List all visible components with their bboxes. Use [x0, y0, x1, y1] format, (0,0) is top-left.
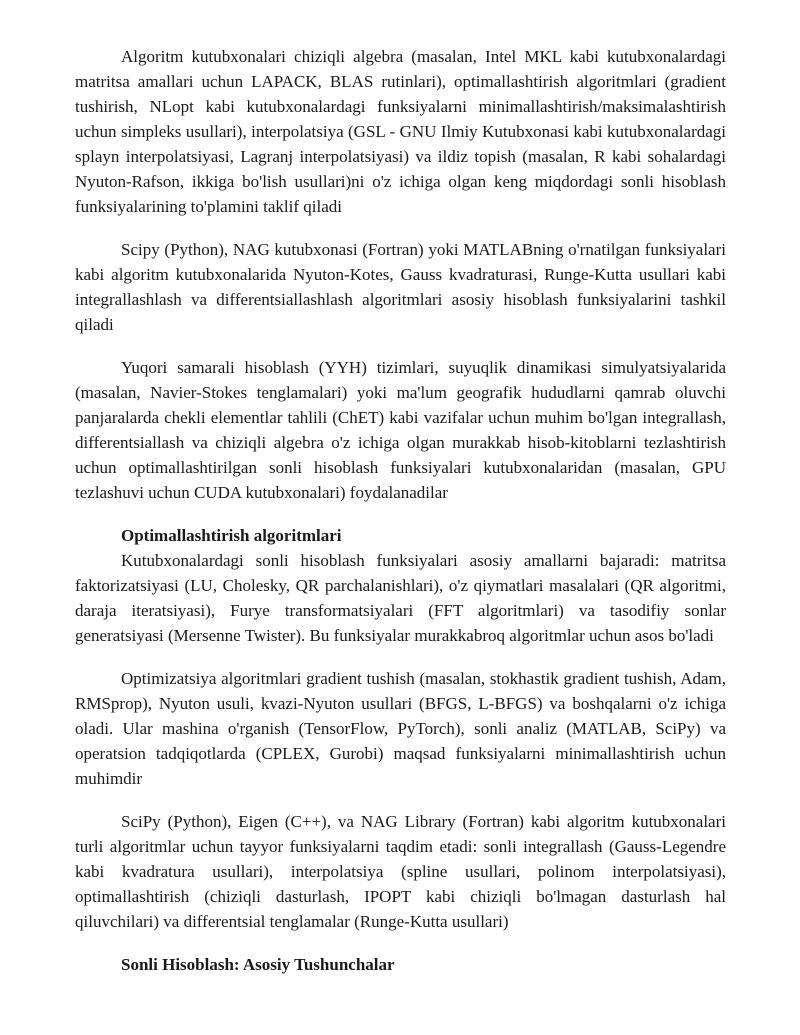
- paragraph-integration-algorithms: Scipy (Python), NAG kutubxonasi (Fortran) yoki MATLABning o'rnatilgan funksiyalari kabi algoritm kutubxonalarida Nyuton-Kotes, Gauss kvadraturasi, Runge-Kutta usullari kabi integrallashlash va differentsiallashlash algoritmlari asosiy hisoblash funksiyalarini tashkil qiladi: [75, 240, 726, 334]
- paragraph-gap: [75, 934, 726, 952]
- paragraph-gap: [75, 648, 726, 666]
- section-heading-numeric-computing: Sonli Hisoblash: Asosiy Tushunchalar: [121, 955, 395, 974]
- paragraph-library-functions: SciPy (Python), Eigen (C++), va NAG Library (Fortran) kabi algoritm kutubxonalari turli algoritmlar uchun tayyor funksiyalarni taqdim etadi: sonli integrallash (Gauss-Legendre kabi kvadratura usullari), interpolatsiya (spline usullari, polinom interpolatsiyasi), optimallashtirish (chiziqli dasturlash, IPOPT kabi chiziqli bo'lmagan dasturlash hal qiluvchilari) va differentsial tenglamalar (Runge-Kutta usullari): [75, 812, 726, 931]
- paragraph-optimization-algorithms: Optimizatsiya algoritmlari gradient tushish (masalan, stokhastik gradient tushish, Adam, RMSprop), Nyuton usuli, kvazi-Nyuton usullari (BFGS, L-BFGS) va boshqalarni o'z ichiga oladi. Ular mashina o'rganish (TensorFlow, PyTorch), sonli analiz (MATLAB, SciPy) va operatsion tadqiqotlarda (CPLEX, Gurobi) maqsad funksiyalarni minimallashtirish uchun muhimdir: [75, 669, 726, 788]
- paragraph-gap: [75, 505, 726, 523]
- section-heading-optimization: Optimallashtirish algoritmlari: [121, 526, 342, 545]
- paragraph-gap: [75, 337, 726, 355]
- paragraph-high-performance-computing: Yuqori samarali hisoblash (YYH) tizimlari, suyuqlik dinamikasi simulyatsiyalarida (masalan, Navier-Stokes tenglamalari) yoki ma'lum geografik hududlarni qamrab oluvchi panjaralarda chekli elementlar tahlili (ChET) kabi vazifalar uchun muhim bo'lgan integrallash, differentsiallash va chiziqli algebra o'z ichiga olgan murakkab hisob-kitoblarni tezlashtirish uchun optimallashtirilgan sonli hisoblash funksiyalari kutubxonalaridan (masalan, GPU tezlashuvi uchun CUDA kutubxonalari) foydalanadilar: [75, 358, 726, 502]
- paragraph-gap: [75, 219, 726, 237]
- paragraph-numeric-functions: Kutubxonalardagi sonli hisoblash funksiyalari asosiy amallarni bajaradi: matritsa faktorizatsiyasi (LU, Cholesky, QR parchalanishlari), o'z qiymatlari masalalari (QR algoritmi, daraja iteratsiyasi), Furye transformatsiyalari (FFT algoritmlari) va tasodifiy sonlar generatsiyasi (Mersenne Twister). Bu funksiyalar murakkabroq algoritmlar uchun asos bo'ladi: [75, 551, 726, 645]
- paragraph-gap: [75, 791, 726, 809]
- document-page: [75, 44, 726, 977]
- paragraph-algorithm-libraries: Algoritm kutubxonalari chiziqli algebra (masalan, Intel MKL kabi kutubxonalardagi matritsa amallari uchun LAPACK, BLAS rutinlari), optimallashtirish algoritmlari (gradient tushirish, NLopt kabi kutubxonalardagi funksiyalarni minimallashtirish/maksimalashtirish uchun simpleks usullari), interpolatsiya (GSL - GNU Ilmiy Kutubxonasi kabi kutubxonalardagi splayn interpolatsiyasi, Lagranj interpolatsiyasi) va ildiz topish (masalan, R kabi sohalardagi Nyuton-Rafson, ikkiga bo'lish usullari)ni o'z ichiga olgan keng miqdordagi sonli hisoblash funksiyalarining to'plamini taklif qiladi: [75, 47, 726, 216]
